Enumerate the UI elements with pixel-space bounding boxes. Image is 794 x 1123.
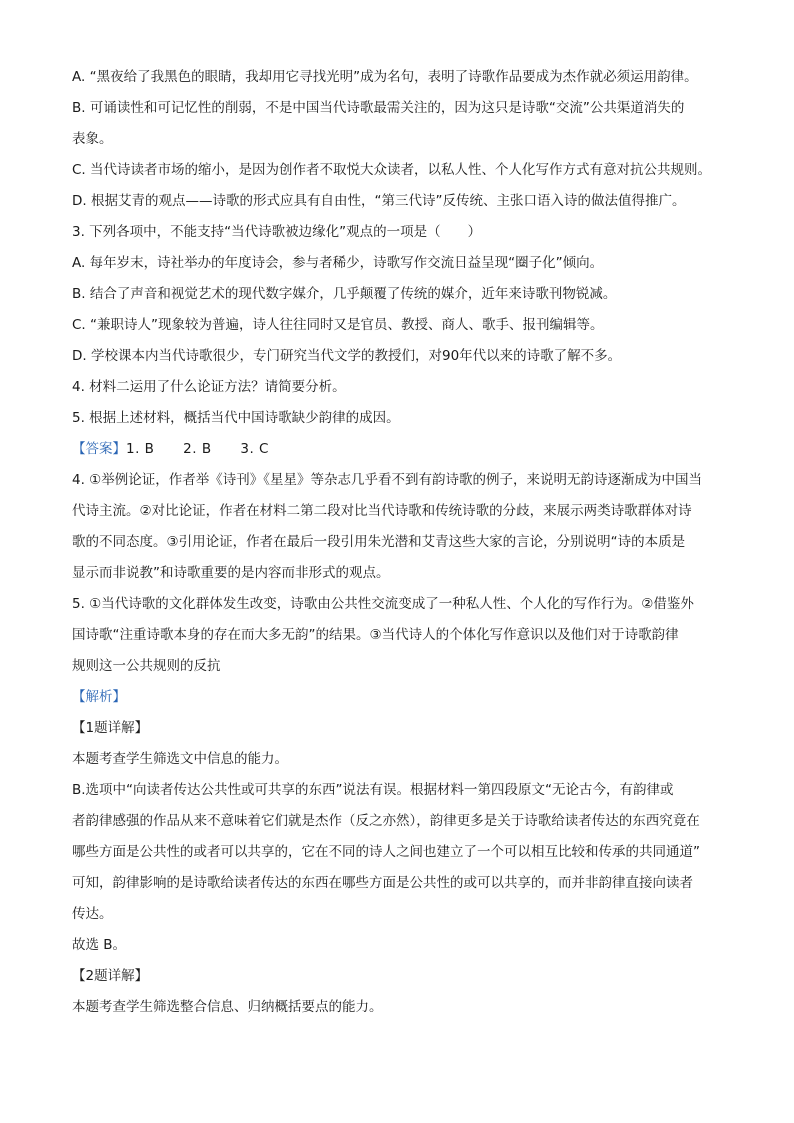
option-d-q3: D. 学校课本内当代诗歌很少，专门研究当代文学的教授们，对90年代以来的诗歌了解不多。 bbox=[72, 348, 622, 364]
answer-4-line4: 显示而非说教”和诗歌重要的是内容而非形式的观点。 bbox=[72, 565, 390, 581]
q1-line3: 者韵律感强的作品从来不意味着它们就是杰作（反之亦然），韵律更多是关于诗歌给读者传达的东西究竟在 bbox=[72, 813, 700, 829]
q1-detail-label: 【1题详解】 bbox=[72, 720, 149, 736]
q1-line6: 传达。 bbox=[72, 906, 113, 922]
answer-5-line2: 国诗歌“注重诗歌本身的存在而大多无韵”的结果。③当代诗人的个体化写作意识以及他们对于诗歌韵律 bbox=[72, 627, 679, 643]
option-a-q3: A. 每年岁末，诗社举办的年度诗会，参与者稀少，诗歌写作交流日益呈现“圈子化”倾向。 bbox=[72, 255, 604, 271]
q1-line1: 本题考查学生筛选文中信息的能力。 bbox=[72, 751, 288, 767]
q1-line5: 可知，韵律影响的是诗歌给读者传达的东西在哪些方面是公共性的或可以共享的，而并非韵律直接向读者 bbox=[72, 875, 693, 891]
q1-line4: 哪些方面是公共性的或者可以共享的，它在不同的诗人之间也建立了一个可以相互比较和传承的共同通道” bbox=[72, 844, 700, 860]
answer-label: 【答案】 bbox=[72, 441, 126, 457]
option-b-q3: B. 结合了声音和视觉艺术的现代数字媒介，几乎颠覆了传统的媒介，近年来诗歌刊物锐减。 bbox=[72, 286, 617, 302]
answer-4-line1: 4. ①举例论证，作者举《诗刊》《星星》等杂志几乎看不到有韵诗歌的例子，来说明无韵诗逐渐成为中国当 bbox=[72, 472, 703, 488]
answer-heading bbox=[72, 434, 732, 465]
option-a-q2: A. “黑夜给了我黑色的眼睛，我却用它寻找光明”成为名句，表明了诗歌作品要成为杰作就必须运用韵律。 bbox=[72, 69, 698, 85]
answer-5-line3: 规则这一公共规则的反抗 bbox=[72, 658, 221, 674]
option-d-q2: D. 根据艾青的观点——诗歌的形式应具有自由性，“第三代诗”反传统、主张口语入诗的做法值得推广。 bbox=[72, 193, 686, 209]
option-b-q2-line2: 表象。 bbox=[72, 131, 113, 147]
question-4: 4. 材料二运用了什么论证方法？请简要分析。 bbox=[72, 379, 346, 395]
document-page bbox=[72, 62, 732, 1023]
answer-values: 1. B 2. B 3. C bbox=[126, 441, 269, 457]
option-b-q2-line1: B. 可诵读性和可记忆性的削弱，不是中国当代诗歌最需关注的，因为这只是诗歌“交流”公共渠道消失的 bbox=[72, 100, 685, 116]
q2-detail-label: 【2题详解】 bbox=[72, 968, 149, 984]
q1-line2: B.选项中“向读者传达公共性或可共享的东西”说法有误。根据材料一第四段原文“无论古今，有韵律或 bbox=[72, 782, 674, 798]
answer-5-line1: 5. ①当代诗歌的文化群体发生改变，诗歌由公共性交流变成了一种私人性、个人化的写作行为。②借鉴外 bbox=[72, 596, 694, 612]
q1-line7: 故选 B。 bbox=[72, 937, 127, 953]
question-5: 5. 根据上述材料，概括当代中国诗歌缺少韵律的成因。 bbox=[72, 410, 400, 426]
analysis-label: 【解析】 bbox=[72, 689, 126, 705]
answer-4-line3: 歌的不同态度。③引用论证，作者在最后一段引用朱光潜和艾青这些大家的言论，分别说明“诗的本质是 bbox=[72, 534, 686, 550]
option-c-q3: C. “兼职诗人”现象较为普遍，诗人往往同时又是官员、教授、商人、歌手、报刊编辑等。 bbox=[72, 317, 604, 333]
answer-4-line2: 代诗主流。②对比论证，作者在材料二第二段对比当代诗歌和传统诗歌的分歧，来展示两类诗歌群体对诗 bbox=[72, 503, 692, 519]
question-3: 3. 下列各项中，不能支持“当代诗歌被边缘化”观点的一项是（ ） bbox=[72, 224, 482, 240]
option-c-q2: C. 当代诗读者市场的缩小，是因为创作者不取悦大众读者，以私人性、个人化写作方式有意对抗公共规则。 bbox=[72, 162, 712, 178]
q2-line1: 本题考查学生筛选整合信息、归纳概括要点的能力。 bbox=[72, 999, 383, 1015]
